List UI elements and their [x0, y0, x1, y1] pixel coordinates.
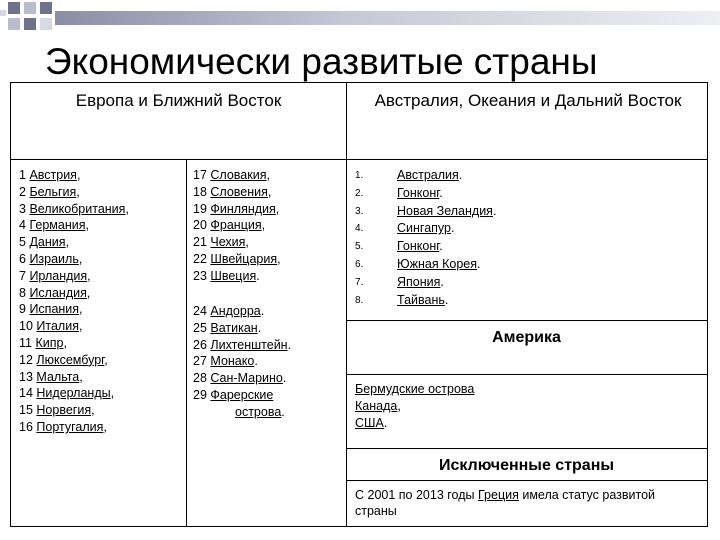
country-separator: , [87, 268, 91, 283]
country-item [19, 335, 184, 352]
country-number: 2 [19, 184, 26, 199]
country-number: 18 [193, 184, 207, 199]
country-link[interactable]: Финляндия [210, 201, 276, 216]
country-separator: . [439, 185, 443, 200]
excluded-note [355, 487, 700, 519]
country-link[interactable]: Швеция [210, 268, 257, 283]
divider [11, 159, 707, 160]
country-separator: , [86, 285, 91, 300]
country-separator: . [254, 354, 258, 369]
country-item [193, 201, 343, 218]
country-item [193, 217, 343, 234]
country-item [193, 167, 343, 184]
country-number: 6 [19, 251, 26, 266]
country-separator: , [266, 168, 270, 182]
country-item [19, 268, 184, 285]
country-item [193, 353, 343, 370]
divider [186, 159, 187, 526]
country-number: 5 [19, 235, 26, 250]
country-item [355, 238, 695, 256]
country-number: 28 [193, 371, 207, 386]
country-number: 24 [193, 304, 207, 318]
country-link[interactable]: Ватикан [210, 320, 258, 335]
country-entry [397, 274, 695, 292]
country-link[interactable]: Словения [210, 184, 268, 199]
country-entry [397, 256, 695, 274]
country-number: 17 [193, 168, 207, 182]
country-item [19, 385, 184, 402]
country-link[interactable]: США [355, 415, 384, 430]
country-item [19, 217, 184, 234]
country-number: 4. [355, 223, 364, 235]
country-number: 2. [355, 187, 364, 199]
country-number: 12 [19, 352, 33, 367]
country-item [355, 415, 695, 432]
country-separator: , [91, 403, 95, 418]
country-separator: , [267, 184, 272, 199]
country-number: 11 [19, 335, 32, 350]
country-separator: . [287, 337, 292, 352]
country-link[interactable]: Словакия [210, 168, 267, 182]
europe-header: Европа и Ближний Восток [75, 91, 282, 110]
excluded-header: Исключенные страны [438, 457, 615, 474]
country-link[interactable]: Япония [397, 274, 441, 289]
europe-list-3 [193, 303, 343, 421]
country-number: 9 [19, 302, 26, 317]
country-separator: , [78, 251, 83, 266]
country-item [193, 268, 343, 285]
country-link[interactable]: Монако [210, 354, 255, 369]
country-item [355, 185, 695, 203]
decorative-bar [55, 11, 720, 25]
country-item [355, 398, 695, 415]
country-entry [397, 292, 695, 310]
country-entry [397, 203, 695, 221]
country-link[interactable]: Тайвань [397, 292, 445, 307]
country-number: 6. [355, 258, 364, 270]
country-separator: , [78, 319, 83, 334]
country-number: 8 [19, 285, 26, 300]
country-link[interactable]: Исландия [29, 285, 87, 300]
country-item [193, 320, 343, 337]
country-separator: , [79, 369, 83, 384]
country-link[interactable]: Дания [29, 235, 66, 250]
country-link[interactable]: Гонконг [397, 185, 440, 200]
country-number: 3 [19, 201, 26, 216]
country-separator: . [281, 404, 285, 419]
america-list [355, 381, 695, 431]
country-link[interactable]: Сан-Марино [210, 371, 283, 386]
country-item [193, 184, 343, 201]
country-separator: . [444, 292, 449, 307]
country-separator: , [103, 419, 107, 434]
country-number: 22 [193, 251, 207, 266]
country-link[interactable]: Ирландия [29, 268, 88, 283]
country-entry [397, 167, 695, 185]
country-separator: . [282, 371, 287, 386]
country-link[interactable]: Франция [210, 218, 262, 233]
country-item [193, 303, 343, 320]
country-number: 20 [193, 218, 207, 233]
country-item [19, 369, 184, 386]
country-separator: , [65, 235, 69, 250]
country-number: 3. [355, 205, 364, 217]
country-item [355, 256, 695, 274]
country-item [19, 419, 184, 436]
country-number: 7 [19, 268, 26, 283]
country-item [19, 251, 184, 268]
country-item [19, 352, 184, 369]
country-number: 16 [19, 419, 33, 434]
greece-link[interactable]: Греция [477, 488, 519, 502]
country-link[interactable]: Австрия [29, 168, 77, 182]
country-link[interactable]: Фарерские [210, 387, 274, 402]
country-separator: , [104, 352, 108, 367]
country-separator: , [261, 218, 266, 233]
country-number: 15 [19, 403, 33, 418]
country-separator: , [275, 201, 280, 216]
country-link[interactable]: Швейцария [210, 251, 278, 266]
country-link[interactable]: Кипр [35, 335, 64, 350]
country-separator: , [125, 201, 129, 216]
country-separator: . [256, 268, 260, 283]
country-link[interactable]: Люксембург [36, 352, 105, 367]
europe-list-2 [193, 167, 343, 285]
country-link[interactable]: Нидерланды [36, 386, 111, 401]
country-number: 8. [355, 294, 364, 306]
country-separator: . [383, 415, 388, 430]
country-separator: , [76, 184, 80, 199]
country-separator: . [440, 274, 444, 289]
country-number: 1 [19, 168, 26, 182]
country-item [19, 402, 184, 419]
country-item [19, 285, 184, 302]
country-item [193, 251, 343, 268]
country-separator: . [477, 256, 481, 271]
country-item [355, 292, 695, 310]
country-separator: . [450, 221, 455, 236]
country-entry [397, 220, 695, 238]
country-link[interactable]: Норвегия [36, 403, 92, 418]
country-item [19, 184, 184, 201]
countries-table [10, 82, 708, 527]
country-number: 13 [19, 369, 33, 384]
page-title: Экономически развитые страны [45, 41, 598, 82]
america-header: Америка [492, 329, 561, 346]
country-separator: , [397, 398, 401, 413]
country-number: 23 [193, 268, 207, 283]
country-item [355, 274, 695, 292]
country-number: 26 [193, 337, 207, 352]
country-link[interactable]: Израиль [29, 251, 79, 266]
country-number: 10 [19, 319, 33, 334]
country-separator: . [439, 239, 443, 254]
country-item [19, 167, 184, 184]
country-link[interactable]: Новая Зеландия [397, 203, 493, 218]
country-item [355, 381, 695, 398]
country-item [193, 387, 343, 404]
country-item [355, 203, 695, 221]
country-number: 4 [19, 218, 26, 233]
country-item [193, 337, 343, 354]
country-item [19, 201, 184, 218]
country-separator: . [260, 304, 265, 318]
excluded-text-before: С 2001 по 2013 годы [355, 488, 478, 502]
country-separator: , [277, 251, 281, 266]
country-link[interactable]: Андорра [210, 304, 261, 318]
country-number: 29 [193, 387, 207, 402]
europe-list-1 [19, 167, 184, 436]
country-separator: . [257, 320, 262, 335]
country-number: 21 [193, 235, 207, 250]
country-separator: , [245, 235, 249, 250]
country-link[interactable]: Бельгия [29, 184, 77, 199]
country-link[interactable]: Мальта [36, 369, 80, 384]
country-link[interactable]: Гонконг [397, 239, 440, 254]
divider [346, 374, 707, 375]
country-link[interactable]: Португалия [36, 419, 104, 434]
country-separator: , [79, 302, 83, 317]
country-number: 5. [355, 241, 364, 253]
country-number: 14 [19, 386, 33, 401]
country-link[interactable]: острова [235, 404, 282, 419]
country-separator: , [76, 168, 81, 182]
country-separator: , [85, 218, 89, 233]
country-number: 19 [193, 201, 207, 216]
country-item [19, 318, 184, 335]
country-item [19, 234, 184, 251]
divider [346, 448, 707, 449]
country-separator: , [110, 386, 115, 401]
country-item [193, 404, 343, 421]
country-link[interactable]: Канада [355, 398, 398, 413]
asia-header: Австралия, Океания и Дальний Восток [374, 91, 682, 110]
country-number: 27 [193, 354, 207, 369]
country-item [193, 370, 343, 387]
country-item [355, 220, 695, 238]
country-item [355, 167, 695, 185]
country-link[interactable]: Бермудские острова [355, 382, 475, 396]
country-separator: . [458, 168, 463, 182]
country-item [19, 301, 184, 318]
country-separator: , [63, 335, 67, 350]
country-number: 25 [193, 320, 207, 335]
country-link[interactable]: Австралия [397, 168, 459, 182]
country-link[interactable]: Чехия [210, 235, 246, 250]
divider [346, 320, 707, 321]
country-item [193, 234, 343, 251]
country-number: 7. [355, 276, 364, 288]
country-link[interactable]: Испания [29, 302, 80, 317]
country-link[interactable]: Великобритания [29, 201, 126, 216]
country-link[interactable]: Италия [36, 319, 79, 334]
country-number: 1. [355, 170, 364, 181]
country-entry [397, 238, 695, 256]
country-link[interactable]: Южная Корея [397, 256, 477, 271]
asia-list [355, 167, 695, 309]
country-entry [397, 185, 695, 203]
country-link[interactable]: Лихтенштейн [210, 337, 288, 352]
country-separator: . [492, 203, 497, 218]
divider [346, 480, 707, 481]
country-link[interactable]: Сингапур [397, 221, 451, 236]
excluded-text-after: имела статус развитой страны [355, 488, 656, 518]
country-link[interactable]: Германия [29, 218, 86, 233]
